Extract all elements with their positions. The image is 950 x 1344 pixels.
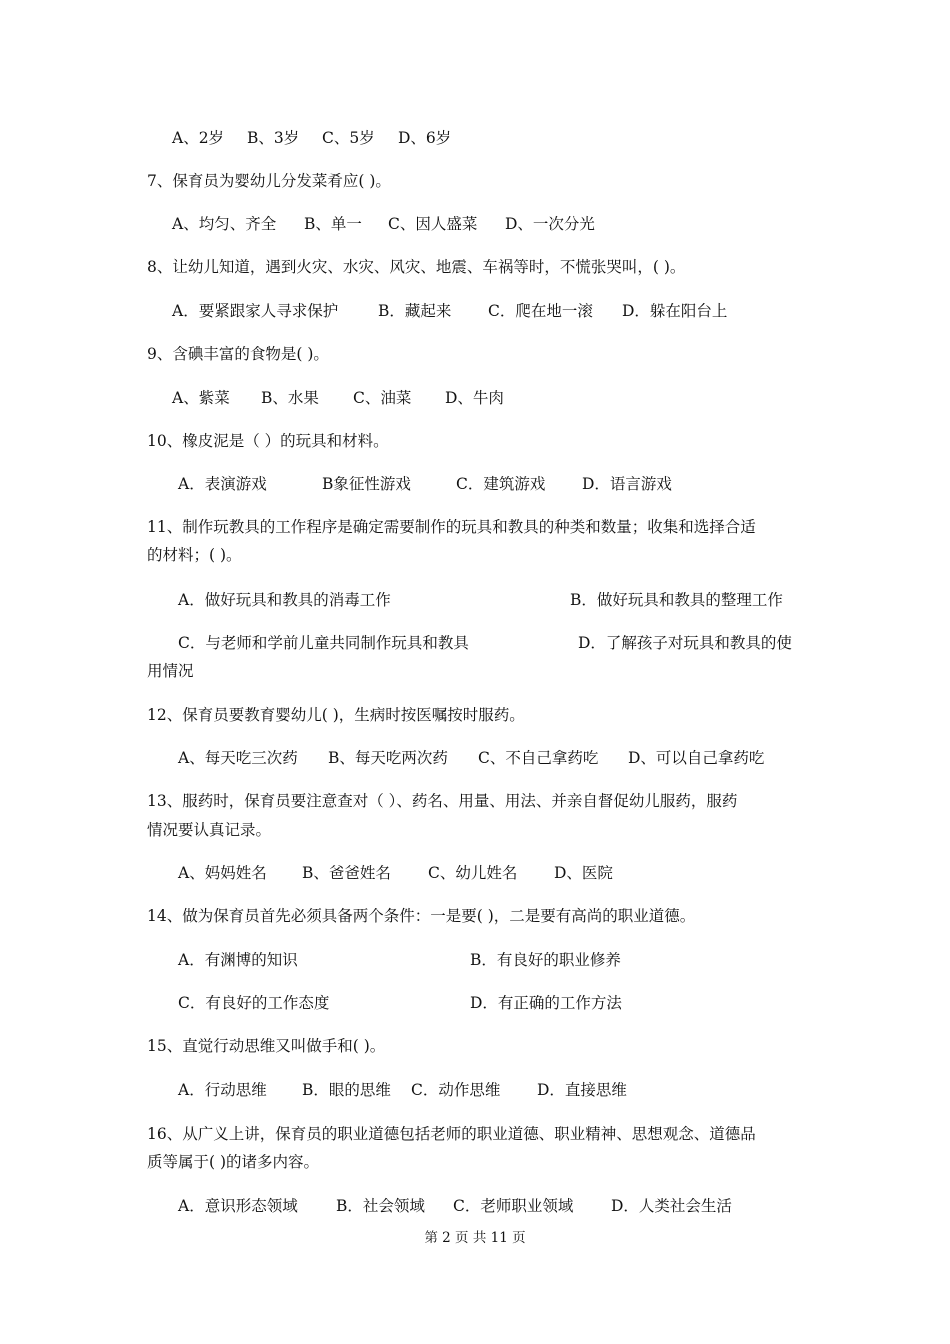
q8-stem: 8、让幼儿知道，遇到火灾、水灾、风灾、地震、车祸等时，不慌张哭叫，( )。 xyxy=(147,258,686,276)
q13-options xyxy=(178,863,613,883)
q10-options xyxy=(178,474,672,494)
q16-option-a: A．意识形态领域 xyxy=(178,1197,298,1215)
q11-stem-line1: 11、制作玩教具的工作程序是确定需要制作的玩具和教具的种类和数量；收集和选择合适 xyxy=(147,518,756,536)
page-number-footer: 第 2 页 共 11 页 xyxy=(424,1230,526,1246)
q12-stem: 12、保育员要教育婴幼儿( )，生病时按医嘱按时服药。 xyxy=(147,706,525,724)
q15-option-b: B．眼的思维 xyxy=(302,1081,391,1099)
q16-stem-line1: 16、从广义上讲，保育员的职业道德包括老师的职业道德、职业精神、思想观念、道德品 xyxy=(147,1125,756,1143)
q8-option-b: B．藏起来 xyxy=(378,302,452,320)
q6-option-c: C、5岁 xyxy=(322,129,375,147)
q6-option-a: A、2岁 xyxy=(172,129,225,147)
q8-option-a: A．要紧跟家人寻求保护 xyxy=(172,302,339,320)
q16-stem-line2: 质等属于( )的诸多内容。 xyxy=(147,1153,320,1171)
q16-option-d: D．人类社会生活 xyxy=(611,1197,732,1215)
q10-option-b: B象征性游戏 xyxy=(322,475,411,493)
q12-option-d: D、可以自己拿药吃 xyxy=(628,749,765,767)
q12-option-c: C、不自己拿药吃 xyxy=(478,749,599,767)
q10-option-a: A．表演游戏 xyxy=(178,475,267,493)
q9-option-a: A、紫菜 xyxy=(172,389,230,407)
q15-options xyxy=(178,1080,627,1100)
q16-option-c: C．老师职业领域 xyxy=(453,1197,574,1215)
q13-option-b: B、爸爸姓名 xyxy=(302,864,391,882)
q11-stem-line2: 的材料；( )。 xyxy=(147,546,242,564)
q9-options xyxy=(172,388,504,408)
q13-option-d: D、医院 xyxy=(554,864,613,882)
q13-stem-line2: 情况要认真记录。 xyxy=(147,821,272,839)
q6-options xyxy=(172,128,451,148)
q11-option-a: A．做好玩具和教具的消毒工作 xyxy=(178,591,391,609)
q11-option-c: C．与老师和学前儿童共同制作玩具和教具 xyxy=(178,634,469,652)
q9-option-c: C、油菜 xyxy=(353,389,412,407)
q15-option-d: D．直接思维 xyxy=(537,1081,627,1099)
q15-option-a: A．行动思维 xyxy=(178,1081,267,1099)
q6-option-d: D、6岁 xyxy=(398,129,452,147)
q11-option-d-line1: D．了解孩子对玩具和教具的使 xyxy=(578,634,792,652)
q11-option-d-line2: 用情况 xyxy=(147,662,194,680)
q10-stem: 10、橡皮泥是（ ）的玩具和材料。 xyxy=(147,432,389,450)
q10-option-c: C．建筑游戏 xyxy=(456,475,546,493)
q13-option-c: C、幼儿姓名 xyxy=(428,864,518,882)
q14-option-d: D．有正确的工作方法 xyxy=(470,994,622,1012)
q13-stem-line1: 13、服药时，保育员要注意查对（ ）、药名、用量、用法、并亲自督促幼儿服药，服药 xyxy=(147,792,738,810)
q7-stem: 7、保育员为婴幼儿分发菜肴应( )。 xyxy=(147,172,391,190)
q10-option-d: D．语言游戏 xyxy=(582,475,672,493)
q15-stem: 15、直觉行动思维又叫做手和( )。 xyxy=(147,1037,386,1055)
q9-option-d: D、牛肉 xyxy=(445,389,504,407)
q14-option-b: B．有良好的职业修养 xyxy=(470,951,621,969)
q8-options xyxy=(172,301,727,321)
q12-options xyxy=(178,748,764,768)
q12-option-b: B、每天吃两次药 xyxy=(328,749,448,767)
q16-option-b: B．社会领域 xyxy=(336,1197,425,1215)
q7-option-a: A、均匀、齐全 xyxy=(172,215,277,233)
q8-option-c: C．爬在地一滚 xyxy=(488,302,593,320)
q14-stem: 14、做为保育员首先必须具备两个条件：一是要( )，二是要有高尚的职业道德。 xyxy=(147,907,696,925)
q7-option-c: C、因人盛菜 xyxy=(388,215,478,233)
q7-option-d: D、一次分光 xyxy=(505,215,595,233)
q11-option-b: B．做好玩具和教具的整理工作 xyxy=(570,591,783,609)
q14-option-c: C．有良好的工作态度 xyxy=(178,994,330,1012)
q15-option-c: C．动作思维 xyxy=(411,1081,501,1099)
q13-option-a: A、妈妈姓名 xyxy=(178,864,267,882)
q7-options xyxy=(172,214,595,234)
q7-option-b: B、单一 xyxy=(304,215,362,233)
q8-option-d: D．躲在阳台上 xyxy=(622,302,728,320)
q16-options xyxy=(178,1196,732,1216)
q12-option-a: A、每天吃三次药 xyxy=(178,749,298,767)
q9-stem: 9、含碘丰富的食物是( )。 xyxy=(147,345,329,363)
q6-option-b: B、3岁 xyxy=(247,129,300,147)
q9-option-b: B、水果 xyxy=(261,389,319,407)
q14-option-a: A．有渊博的知识 xyxy=(178,951,298,969)
